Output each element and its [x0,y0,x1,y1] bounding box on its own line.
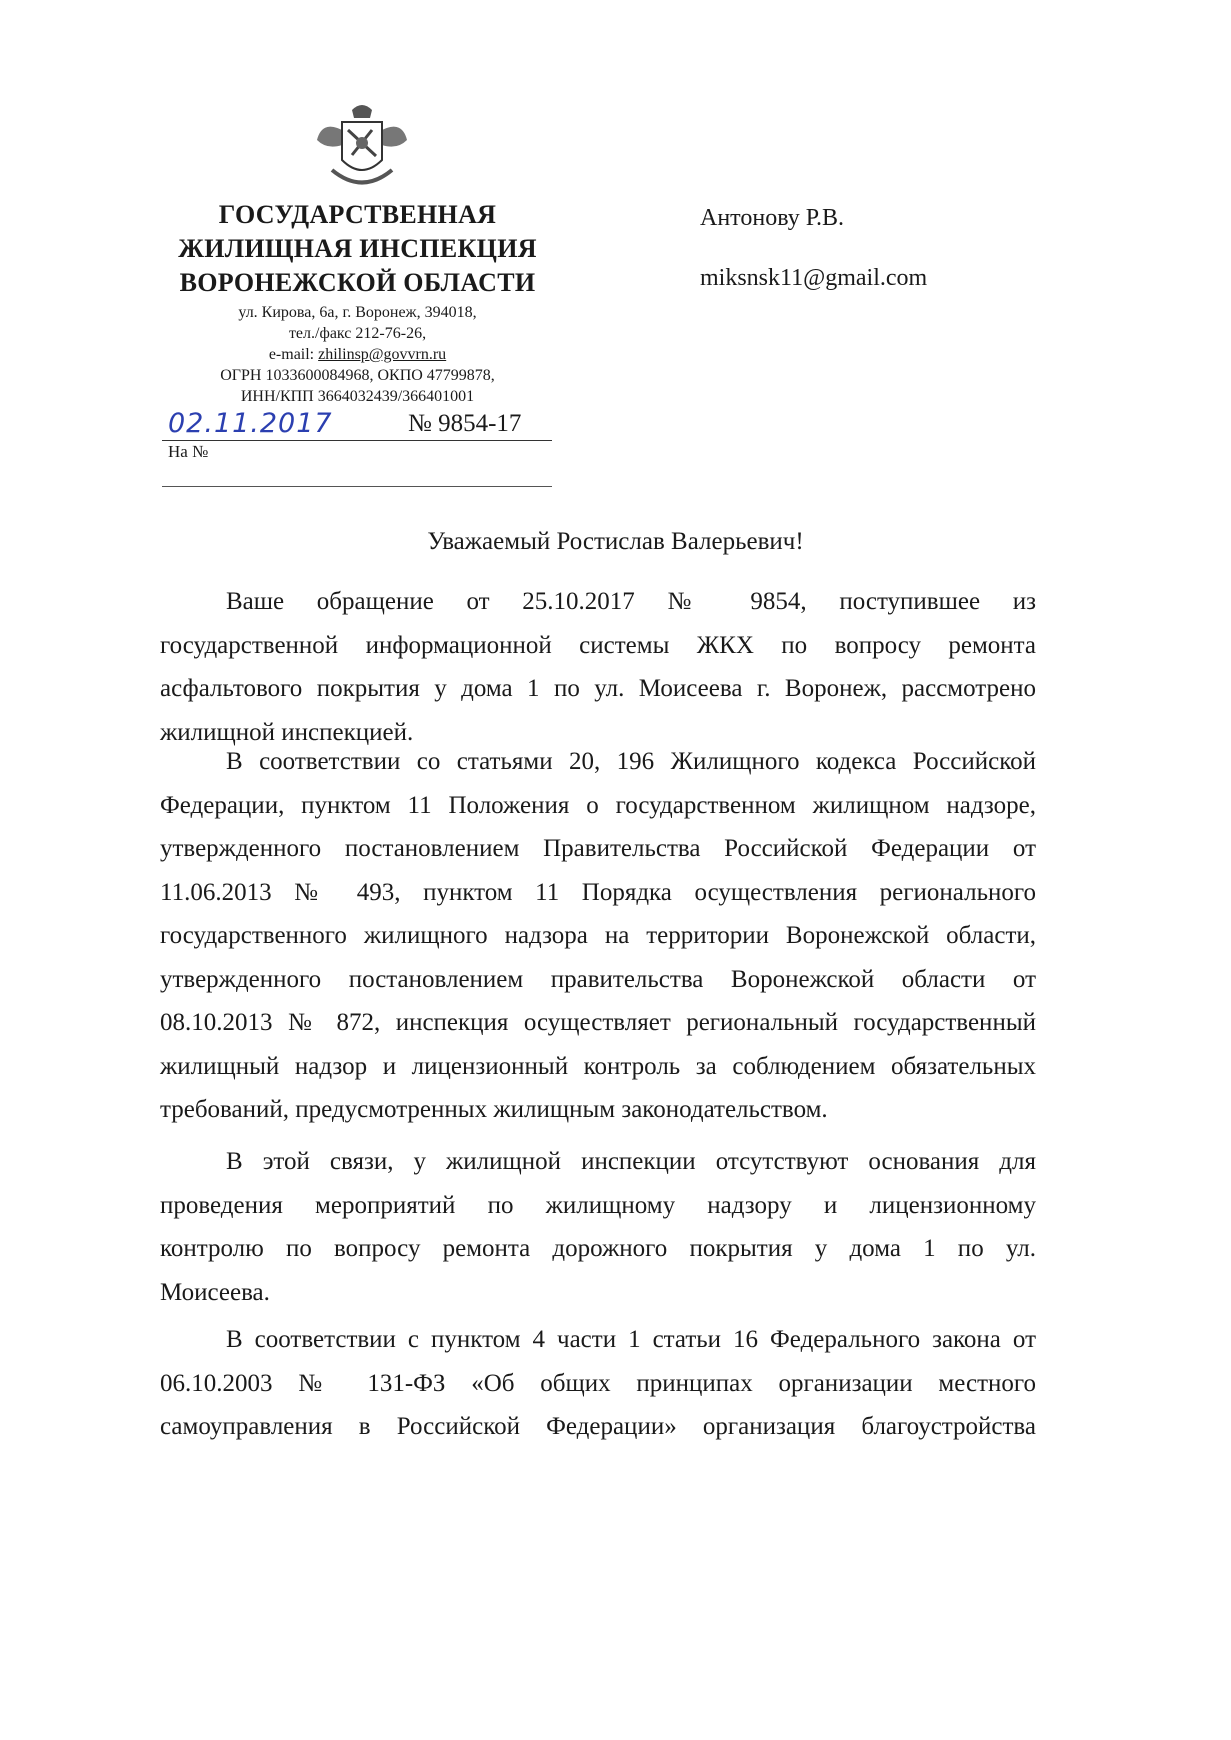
org-line: ВОРОНЕЖСКОЙ ОБЛАСТИ [179,268,536,297]
text-line: Федерации, пунктом 11 Положения о государственном жилищном надзоре, [160,791,1036,819]
phone: тел./факс 212-76-26, [288,325,427,342]
document-number: № 9854-17 [408,410,522,437]
coat-of-arms-emblem [312,100,412,195]
text-line: жилищный надзор и лицензионный контроль за соблюдением обязательных [160,1052,1036,1080]
text-line: асфальтового покрытия у дома 1 по ул. Моисеева г. Воронеж, рассмотрено [160,675,1036,702]
org-email-link[interactable]: zhilinsp@govvrn.ru [318,346,447,363]
text-line: государственного жилищного надзора на территории Воронежской области, [160,922,1036,949]
paragraph [160,740,1036,1132]
text-line: В соответствии со статьями 20, 196 Жилищного кодекса Российской [226,748,1036,775]
text-line: Моисеева. [160,1278,270,1306]
text-line: утвержденного постановлением Правительства Российской Федерации от [160,835,1036,862]
recipient-name: Антонову Р.В. [700,205,845,231]
inn: ИНН/КПП 3664032439/366401001 [240,388,475,405]
paragraph [160,1140,1036,1314]
text-line: В соответствии с пунктом 4 части 1 статьи 16 Федерального закона от [226,1326,1036,1353]
org-line: ГОСУДАРСТВЕННАЯ [218,200,497,229]
text-line: контролю по вопросу ремонта дорожного покрытия у дома 1 по ул. [160,1235,1036,1262]
text-line: Ваше обращение от 25.10.2017 № 9854, поступившее из [226,588,1036,615]
salutation: Уважаемый Ростислав Валерьевич! [427,528,804,555]
paragraph [160,1318,1036,1449]
text-line: самоуправления в Российской Федерации» организация благоустройства [160,1413,1036,1440]
divider [162,440,552,441]
text-line: проведения мероприятий по жилищному надзору и лицензионному [160,1191,1036,1219]
text-line: жилищной инспекцией. [160,718,414,746]
divider [162,486,552,487]
text-line: государственной информационной системы ЖКХ по вопросу ремонта [160,631,1036,659]
email-label: e-mail: [268,346,319,363]
text-line: В этой связи, у жилищной инспекции отсутствуют основания для [226,1148,1036,1175]
reply-to-number: На № [168,442,209,461]
organization-name [160,198,555,300]
recipient-email: miksnsk11@gmail.com [700,265,928,291]
text-line: утвержденного постановлением правительства Воронежской области от [160,965,1036,993]
handwritten-date: 02.11.2017 [168,408,333,439]
org-line: ЖИЛИЩНАЯ ИНСПЕКЦИЯ [178,234,537,263]
text-line: 06.10.2003 № 131-ФЗ «Об общих принципах организации местного [160,1369,1036,1397]
email-line [160,344,555,365]
organization-contacts [160,302,555,407]
ogrn: ОГРН 1033600084968, ОКПО 47799878, [220,367,495,384]
text-line: 08.10.2013 № 872, инспекция осуществляет региональный государственный [160,1009,1036,1036]
paragraph [160,580,1036,754]
text-line: 11.06.2013 № 493, пунктом 11 Порядка осуществления регионального [160,878,1036,906]
text-line: требований, предусмотренных жилищным законодательством. [160,1096,828,1123]
address: ул. Кирова, 6а, г. Воронеж, 394018, [238,304,477,321]
